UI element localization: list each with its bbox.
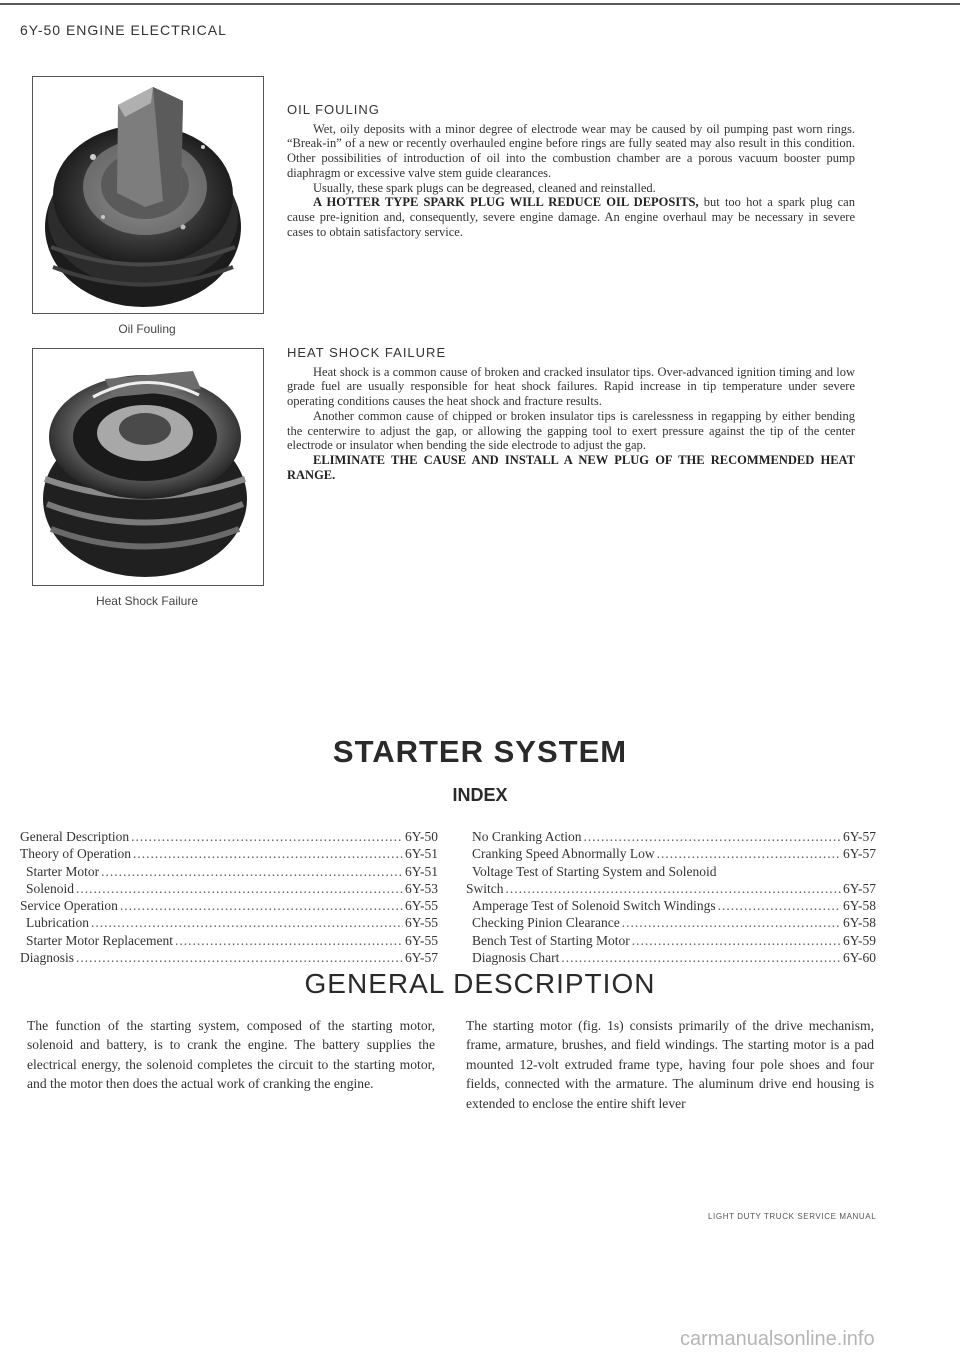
dot-leader [101,863,403,880]
index-entry[interactable] [20,863,438,880]
oil-fouling-paragraph-3 [287,195,855,239]
dot-leader [622,914,841,931]
index-entry-page: 6Y-51 [405,863,438,879]
general-description-title: GENERAL DESCRIPTION [304,968,656,999]
starter-system-title: STARTER SYSTEM [332,734,628,769]
index-entry-page: 6Y-57 [843,846,876,862]
heat-shock-emphasis: ELIMINATE THE CAUSE AND INSTALL A NEW PLUG OF THE RECOMMENDED HEAT RANGE. [287,452,855,482]
oil-fouling-emphasis: A HOTTER TYPE SPARK PLUG WILL REDUCE OIL DEPOSITS, [313,195,699,210]
heat-shock-section [287,346,855,482]
top-rule [0,3,960,5]
oil-fouling-heading: OIL FOULING [287,102,380,117]
watermark: carmanualsonline.info [680,1328,875,1350]
index-entry[interactable] [466,880,876,897]
index-entry-label: Solenoid [26,880,75,896]
index-entry[interactable] [466,932,876,949]
dot-leader [76,949,403,966]
general-description-left: The function of the starting system, composed of the starting motor, solenoid and battery, is to crank the engine. The battery supplies the electrical energy, the solenoid completes the circuit to the starting motor, and the motor then does the actual work of cranking the engine. [27,1018,435,1092]
heat-shock-photo [32,348,264,586]
page-header: 6Y-50 ENGINE ELECTRICAL [20,22,227,38]
general-description-right: The starting motor (fig. 1s) consists primarily of the drive mechanism, frame, armature, brushes, and field windings. The starting motor is a pad mounted 12-volt extruded frame type, having four pole shoes and four fields, connected with the armature. The aluminum drive end housing is extended to enclose the entire shift lever [466,1018,874,1111]
dot-leader [175,932,403,949]
index-entry-page: 6Y-53 [405,880,438,896]
index-entry-label: Starter Motor Replacement [26,932,173,948]
index-entry-page: 6Y-57 [405,950,438,966]
oil-fouling-paragraph-3-rest: but too hot a spark plug can cause pre-ignition and, consequently, severe engine damage. An engine overhaul may be necessary in severe cases to obtain satisfactory service. [287,195,855,239]
index-entry-label: Bench Test of Starting Motor [472,932,630,948]
index-entry[interactable] [20,880,438,897]
heat-shock-paragraph-1: Heat shock is a common cause of broken and cracked insulator tips. Over-advanced ignition timing and low grade fuel are usually responsible for heat shock failures. Rapid increase in tip temperature under severe operating conditions causes the heat shock and fracture results. [287,364,855,409]
dot-leader [133,845,403,862]
index-entry-label: Cranking Speed Abnormally Low [472,846,655,862]
index-entry-page: 6Y-57 [843,829,876,844]
index-entry[interactable] [466,949,876,966]
index-entry[interactable] [20,914,438,931]
index-right-column [466,828,876,966]
index-entry-label: General Description [20,829,130,844]
index-entry-page: 6Y-55 [405,932,438,948]
index-entry-label: Switch [466,880,504,896]
heat-shock-caption: Heat Shock Failure [95,594,199,608]
dot-leader [657,845,841,862]
index-entry-label: Starter Motor [26,863,100,879]
index-entry-page: 6Y-51 [405,846,438,862]
index-entry-label: Diagnosis Chart [472,950,560,966]
index-entry-label: Amperage Test of Solenoid Switch Windings [472,898,716,914]
index-entry[interactable] [466,897,876,914]
oil-fouling-paragraph-1: Wet, oily deposits with a minor degree of electrode wear may be caused by oil pumping past worn rings. “Break-in” of a new or recently overhauled engine before rings are fully seated may also result in this condition. Other possibilities of introduction of oil into the combustion chamber are a porous vacuum booster pump diaphragm or excessive valve stem guide clearances. [287,121,855,180]
page-footer: LIGHT DUTY TRUCK SERVICE MANUAL [708,1212,877,1221]
dot-leader [718,897,841,914]
dot-leader [131,828,403,845]
index-entry[interactable] [20,828,438,845]
index-entry[interactable] [466,828,876,845]
index-entry[interactable] [466,845,876,862]
index-entry-page: 6Y-50 [405,829,438,844]
index-entry-page: 6Y-57 [843,880,876,896]
index-title: INDEX [452,785,508,805]
index-entry-label: Diagnosis [20,950,74,966]
index-entry[interactable] [20,932,438,949]
index-left-column [20,828,438,966]
index-entry-page: 6Y-58 [843,915,876,931]
heat-shock-paragraph-3 [287,453,855,482]
dot-leader [632,932,841,949]
index-entry[interactable] [466,863,876,880]
heat-shock-heading: HEAT SHOCK FAILURE [287,345,447,360]
index-entry-label: Checking Pinion Clearance [472,915,620,931]
index-entry[interactable] [20,897,438,914]
index-entry-page: 6Y-59 [843,932,876,948]
index-entry-label: No Cranking Action [472,829,582,844]
index-entry[interactable] [466,914,876,931]
index-entry-label: Service Operation [20,898,118,914]
dot-leader [120,897,403,914]
dot-leader [561,949,841,966]
index-entry-label: Theory of Operation [20,846,131,862]
index-entry[interactable] [20,949,438,966]
oil-fouling-caption: Oil Fouling [118,322,176,336]
dot-leader [584,828,842,845]
dot-leader [91,914,403,931]
dot-leader [76,880,403,897]
index-entry-page: 6Y-60 [843,950,876,966]
oil-fouling-section [287,103,855,239]
index-entry[interactable] [20,845,438,862]
oil-fouling-photo [32,76,264,314]
index-entry-label: Lubrication [26,915,89,931]
index-entry-page: 6Y-55 [405,898,438,914]
index-entry-page: 6Y-58 [843,898,876,914]
oil-fouling-paragraph-2: Usually, these spark plugs can be degreased, cleaned and reinstalled. [313,180,656,195]
index-entry-page: 6Y-55 [405,915,438,931]
dot-leader [506,880,841,897]
index-entry-label: Voltage Test of Starting System and Solenoid [472,863,717,879]
heat-shock-paragraph-2: Another common cause of chipped or broken insulator tips is carelessness in regapping by either bending the centerwire to adjust the gap, or allowing the gapping tool to exert pressure against the tip of the center electrode or insulator when bending the side electrode to adjust the gap. [287,408,855,453]
